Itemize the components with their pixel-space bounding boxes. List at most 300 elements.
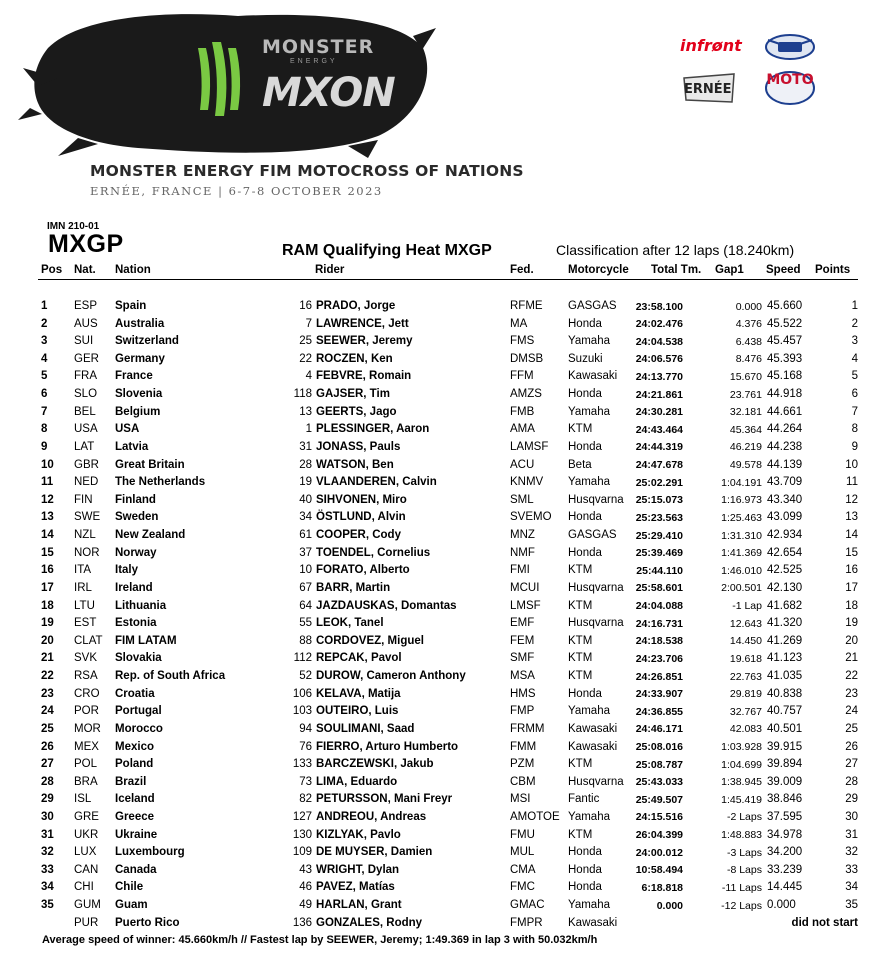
row-nation: New Zealand: [115, 529, 186, 542]
row-gap: 29.819: [729, 688, 762, 701]
table-row: [0, 316, 884, 334]
row-gap: 45.364: [729, 423, 762, 436]
row-total-time: 25:23.563: [635, 511, 683, 524]
row-position: 27: [41, 758, 54, 771]
row-rider-number: 22: [299, 352, 312, 365]
row-position: 17: [41, 581, 54, 594]
row-position: 24: [41, 705, 54, 718]
row-position: 31: [41, 828, 54, 841]
row-rider-number: 31: [299, 440, 312, 453]
row-nat-code: UKR: [74, 828, 99, 841]
row-motorcycle: Honda: [568, 687, 602, 700]
row-rider-name: DE MUYSER, Damien: [316, 846, 433, 859]
column-header-nation: Nation: [115, 264, 151, 276]
row-points: 16: [845, 564, 858, 577]
row-position: 11: [41, 476, 54, 489]
table-row: [0, 703, 884, 721]
row-points: 26: [845, 740, 858, 753]
row-federation: FFM: [510, 370, 534, 383]
row-speed: 41.123: [767, 652, 803, 665]
row-gap: 6.438: [735, 335, 762, 348]
row-rider-name: DUROW, Cameron Anthony: [316, 670, 466, 683]
row-speed: 39.009: [767, 775, 803, 788]
row-nat-code: FIN: [74, 493, 93, 506]
row-total-time: 26:04.399: [635, 829, 683, 842]
row-total-time: 24:02.476: [635, 318, 683, 331]
row-rider-name: PAVEZ, Matías: [316, 881, 395, 894]
row-nat-code: NOR: [74, 546, 100, 559]
row-nat-code: NED: [74, 476, 99, 489]
row-rider-number: 67: [299, 581, 312, 594]
row-nat-code: GUM: [74, 899, 101, 912]
row-rider-name: WRIGHT, Dylan: [316, 863, 400, 876]
row-rider-number: 88: [299, 634, 312, 647]
row-federation: FMS: [510, 335, 535, 348]
footer-summary: Average speed of winner: 45.660km/h // Fastest lap by SEEWER, Jeremy; 1:49.369 in lap 3 with 50.032km/h: [42, 934, 598, 946]
row-federation: AMA: [510, 423, 535, 436]
row-federation: LAMSF: [510, 440, 549, 453]
fim-logo-icon: [764, 32, 816, 62]
row-total-time: 24:16.731: [635, 617, 683, 630]
row-points: 28: [845, 775, 858, 788]
row-rider-name: REPCAK, Pavol: [316, 652, 402, 665]
row-rider-number: 112: [293, 652, 312, 665]
row-federation: MUL: [510, 846, 535, 859]
row-nation: Croatia: [115, 687, 155, 700]
row-nat-code: ESP: [74, 300, 98, 312]
row-federation: MA: [510, 317, 528, 330]
row-speed: 34.200: [767, 846, 803, 859]
row-federation: EMF: [510, 617, 535, 630]
row-points: 3: [851, 335, 858, 348]
row-federation: FMP: [510, 705, 535, 718]
row-nation: Estonia: [115, 617, 157, 630]
row-motorcycle: Yamaha: [568, 405, 610, 418]
row-rider-number: 82: [299, 793, 312, 806]
row-rider-number: 4: [305, 370, 312, 383]
row-gap: 4.376: [735, 318, 762, 331]
row-rider-name: CORDOVEZ, Miguel: [316, 634, 424, 647]
row-points: 15: [845, 546, 858, 559]
table-row: [0, 509, 884, 527]
row-federation: AMOTOE: [510, 810, 560, 823]
table-row: [0, 527, 884, 545]
row-gap: 1:46.010: [721, 564, 762, 577]
row-rider-number: 130: [292, 828, 312, 841]
row-points: 1: [851, 300, 858, 312]
row-nat-code: NZL: [74, 529, 96, 542]
row-speed: 41.269: [767, 634, 803, 647]
column-header-pos: Pos: [41, 264, 63, 276]
row-nat-code: CRO: [74, 687, 100, 700]
row-nation: Ukraine: [115, 828, 158, 841]
row-nation: Switzerland: [115, 335, 179, 348]
row-federation: GMAC: [510, 899, 545, 912]
row-position: 30: [41, 810, 54, 823]
table-row: [0, 439, 884, 457]
column-header-points: Points: [815, 264, 851, 276]
row-rider-name: PRADO, Jorge: [316, 300, 396, 312]
row-total-time: 24:04.088: [635, 600, 683, 613]
row-rider-number: 76: [299, 740, 312, 753]
row-speed: 41.320: [767, 617, 803, 630]
monster-claw-icon: [198, 42, 240, 116]
row-points: 6: [851, 388, 858, 401]
row-nat-code: SWE: [74, 511, 101, 524]
row-rider-name: KIZLYAK, Pavlo: [316, 828, 401, 841]
row-nation: Norway: [115, 546, 157, 559]
row-gap: 22.763: [729, 670, 762, 683]
row-rider-number: 55: [299, 617, 312, 630]
table-row: [0, 545, 884, 563]
column-header-speed: Speed: [766, 264, 801, 276]
row-rider-name: SEEWER, Jeremy: [316, 335, 413, 348]
row-nat-code: AUS: [74, 317, 98, 330]
row-position: 16: [41, 564, 54, 577]
row-position: 23: [41, 687, 54, 700]
row-nat-code: PUR: [74, 916, 99, 929]
row-nation: USA: [115, 423, 140, 436]
infront-logo: infrønt: [680, 36, 742, 55]
row-nation: Sweden: [115, 511, 159, 524]
row-rider-number: 37: [299, 546, 312, 559]
row-nation: Portugal: [115, 705, 162, 718]
row-points: 10: [845, 458, 858, 471]
table-header: [38, 263, 858, 280]
row-total-time: 24:36.855: [635, 705, 683, 718]
row-nat-code: ISL: [74, 793, 92, 806]
row-rider-name: GEERTS, Jago: [316, 405, 397, 418]
row-motorcycle: GASGAS: [568, 529, 617, 542]
row-speed: 44.264: [767, 423, 803, 436]
row-federation: FRMM: [510, 722, 545, 735]
race-title: RAM Qualifying Heat MXGP: [282, 242, 492, 259]
row-speed: 14.445: [767, 881, 803, 894]
row-speed: 45.393: [767, 352, 803, 365]
row-total-time: 6:18.818: [641, 881, 683, 894]
row-total-time: 24:33.907: [635, 688, 683, 701]
row-gap: 1:16.973: [721, 494, 762, 507]
row-gap: 1:25.463: [721, 511, 762, 524]
row-federation: CMA: [510, 863, 536, 876]
row-rider-name: FEBVRE, Romain: [316, 370, 412, 383]
row-speed: 37.595: [767, 810, 803, 823]
table-row: [0, 598, 884, 616]
row-nation: Germany: [115, 352, 165, 365]
row-position: 8: [41, 423, 48, 436]
row-nation: Slovenia: [115, 388, 163, 401]
row-rider-name: WATSON, Ben: [316, 458, 394, 471]
row-rider-number: 73: [299, 775, 312, 788]
row-points: 35: [845, 899, 858, 912]
row-federation: ACU: [510, 458, 535, 471]
row-federation: PZM: [510, 758, 535, 771]
row-motorcycle: KTM: [568, 652, 593, 665]
row-rider-number: 46: [299, 881, 312, 894]
row-rider-name: FIERRO, Arturo Humberto: [316, 740, 459, 753]
table-row: [0, 298, 884, 316]
row-points: 18: [845, 599, 858, 612]
row-federation: KNMV: [510, 476, 544, 489]
row-rider-name: LIMA, Eduardo: [316, 775, 398, 788]
mxon-brand-text: MXON: [262, 70, 395, 116]
row-points: 14: [845, 529, 858, 542]
row-rider-name: LAWRENCE, Jett: [316, 317, 409, 330]
row-nation: Canada: [115, 863, 157, 876]
row-rider-name: JONASS, Pauls: [316, 440, 401, 453]
row-points: 13: [845, 511, 858, 524]
row-points: 31: [845, 828, 858, 841]
table-row: [0, 421, 884, 439]
row-gap: -12 Laps: [721, 899, 762, 912]
row-gap: 1:03.928: [721, 741, 762, 753]
row-position: 3: [41, 335, 48, 348]
row-nation: Italy: [115, 564, 139, 577]
row-motorcycle: KTM: [568, 758, 593, 771]
row-rider-name: COOPER, Cody: [316, 529, 401, 542]
row-rider-number: 16: [299, 300, 312, 312]
row-rider-number: 10: [299, 564, 312, 577]
row-total-time: 25:58.601: [635, 582, 683, 595]
row-position: 14: [41, 529, 54, 542]
row-nation: Latvia: [115, 440, 149, 453]
row-nation: Australia: [115, 317, 165, 330]
row-total-time: 24:26.851: [635, 670, 683, 683]
row-nat-code: USA: [74, 423, 98, 436]
row-speed: 34.978: [767, 828, 803, 841]
table-row: [0, 650, 884, 668]
row-gap: 1:04.699: [721, 758, 762, 771]
row-gap: 15.670: [729, 370, 762, 383]
row-rider-number: 109: [292, 846, 312, 859]
row-gap: 32.181: [729, 406, 762, 419]
row-motorcycle: Fantic: [568, 793, 600, 806]
table-row: [0, 862, 884, 880]
row-points: 2: [851, 317, 858, 330]
column-header-motorcycle: Motorcycle: [568, 264, 629, 276]
row-rider-name: GONZALES, Rodny: [316, 916, 423, 929]
column-header-gap: Gap1: [715, 264, 744, 276]
row-nat-code: SLO: [74, 388, 98, 401]
row-total-time: 25:39.469: [635, 547, 683, 560]
row-rider-name: ANDREOU, Andreas: [316, 810, 427, 823]
row-points: 19: [845, 617, 858, 630]
row-nat-code: ITA: [74, 564, 92, 577]
class-name: MXGP: [48, 230, 124, 258]
row-position: 15: [41, 546, 54, 559]
row-rider-name: KELAVA, Matija: [316, 687, 401, 700]
row-federation: HMS: [510, 687, 536, 700]
row-federation: FMM: [510, 740, 537, 753]
row-speed: 40.501: [767, 722, 803, 735]
row-rider-number: 106: [292, 687, 312, 700]
row-nat-code: MEX: [74, 740, 99, 753]
row-rider-name: VLAANDEREN, Calvin: [316, 476, 437, 489]
row-rider-number: 28: [299, 458, 312, 471]
row-gap: 32.767: [729, 705, 762, 718]
row-position: 6: [41, 388, 48, 401]
row-nation: The Netherlands: [115, 476, 206, 489]
row-nation: Iceland: [115, 793, 155, 806]
row-total-time: 24:46.171: [635, 723, 683, 736]
row-gap: 12.643: [729, 617, 762, 630]
row-motorcycle: KTM: [568, 423, 593, 436]
row-points: 11: [846, 476, 858, 489]
row-nat-code: LTU: [74, 599, 95, 612]
row-total-time: 24:00.012: [635, 846, 683, 859]
row-federation: LMSF: [510, 599, 541, 612]
table-row: [0, 756, 884, 774]
event-title: MONSTER ENERGY FIM MOTOCROSS OF NATIONS: [90, 162, 524, 180]
row-speed: 43.099: [767, 511, 803, 524]
row-speed: 45.168: [767, 370, 803, 383]
row-speed: 44.238: [767, 440, 803, 453]
row-nation: Greece: [115, 810, 155, 823]
row-federation: SVEMO: [510, 511, 552, 524]
row-nat-code: POL: [74, 758, 98, 771]
row-motorcycle: Husqvarna: [568, 617, 624, 630]
row-position: 1: [41, 300, 48, 312]
row-rider-number: 25: [299, 335, 312, 348]
row-nat-code: GER: [74, 352, 99, 365]
row-rider-name: JAZDAUSKAS, Domantas: [316, 599, 457, 612]
row-federation: FMPR: [510, 916, 543, 929]
row-gap: 1:04.191: [721, 476, 762, 489]
row-speed: 41.682: [767, 599, 803, 612]
table-row: [0, 774, 884, 792]
table-row: [0, 615, 884, 633]
row-rider-number: 103: [292, 705, 312, 718]
row-nation: Finland: [115, 493, 156, 506]
row-motorcycle: Honda: [568, 388, 602, 401]
row-position: 26: [41, 740, 54, 753]
row-rider-number: 52: [299, 670, 312, 683]
row-nat-code: CHI: [74, 881, 94, 894]
row-speed: 43.340: [767, 493, 803, 506]
row-speed: 42.654: [767, 546, 803, 559]
row-points: 24: [845, 705, 858, 718]
row-motorcycle: Yamaha: [568, 476, 610, 489]
row-gap: 23.761: [729, 388, 762, 401]
row-speed: 45.457: [767, 335, 803, 348]
row-nat-code: CAN: [74, 863, 99, 876]
row-gap: 42.083: [729, 723, 762, 736]
row-points: 7: [851, 405, 858, 418]
row-nation: Chile: [115, 881, 144, 894]
row-speed: 0.000: [767, 899, 796, 912]
row-points: 33: [845, 863, 858, 876]
row-motorcycle: Yamaha: [568, 335, 610, 348]
row-gap: 1:48.883: [721, 829, 762, 842]
row-federation: MCUI: [510, 581, 540, 594]
row-speed: 44.918: [767, 388, 803, 401]
row-points: 17: [845, 581, 858, 594]
row-speed: 45.522: [767, 317, 803, 330]
row-motorcycle: Beta: [568, 458, 592, 471]
row-rider-name: BARCZEWSKI, Jakub: [316, 758, 434, 771]
table-row: [0, 879, 884, 897]
table-row: [0, 404, 884, 422]
row-federation: MNZ: [510, 529, 535, 542]
row-rider-number: 118: [293, 388, 312, 401]
row-speed: 38.846: [767, 793, 803, 806]
row-motorcycle: Honda: [568, 546, 602, 559]
row-total-time: 24:06.576: [635, 353, 683, 366]
row-total-time: 24:15.516: [635, 811, 683, 824]
column-header-fed: Fed.: [510, 264, 534, 276]
row-gap: 1:41.369: [721, 547, 762, 560]
row-total-time: 24:30.281: [635, 406, 683, 419]
row-rider-name: GAJSER, Tim: [316, 388, 390, 401]
row-nation: Brazil: [115, 775, 147, 788]
row-points: 20: [845, 634, 858, 647]
row-rider-number: 94: [299, 722, 312, 735]
row-federation: FEM: [510, 634, 535, 647]
row-rider-number: 127: [292, 810, 312, 823]
row-nat-code: EST: [74, 617, 97, 630]
row-position: 10: [41, 458, 54, 471]
row-points: 29: [845, 793, 858, 806]
row-total-time: 24:13.770: [635, 370, 683, 383]
row-federation: FMI: [510, 564, 530, 577]
table-row: [0, 791, 884, 809]
laps-info: Classification after 12 laps (18.240km): [556, 242, 795, 258]
row-motorcycle: Husqvarna: [568, 581, 624, 594]
row-nat-code: IRL: [74, 581, 92, 594]
row-total-time: 0.000: [656, 899, 683, 912]
row-total-time: 23:58.100: [635, 300, 683, 313]
row-nat-code: RSA: [74, 670, 98, 683]
row-nat-code: MOR: [74, 722, 101, 735]
row-rider-number: 61: [299, 529, 312, 542]
row-gap: 49.578: [729, 459, 762, 472]
row-position: 4: [41, 352, 48, 365]
column-header-rider: Rider: [315, 264, 345, 276]
row-federation: FMC: [510, 881, 535, 894]
row-total-time: 25:08.787: [635, 758, 683, 771]
table-row: [0, 580, 884, 598]
row-motorcycle: Honda: [568, 440, 602, 453]
row-rider-number: 34: [299, 511, 312, 524]
table-row: [0, 809, 884, 827]
row-federation: DMSB: [510, 352, 544, 365]
row-nat-code: GRE: [74, 810, 99, 823]
row-nation: Spain: [115, 300, 147, 312]
row-position: 22: [41, 670, 54, 683]
row-position: 7: [41, 405, 48, 418]
table-row: [0, 721, 884, 739]
row-nation: Guam: [115, 899, 148, 912]
row-federation: NMF: [510, 546, 535, 559]
row-nat-code: SVK: [74, 652, 98, 665]
row-total-time: 24:47.678: [635, 459, 683, 472]
row-speed: 42.130: [767, 581, 803, 594]
row-motorcycle: Kawasaki: [568, 916, 618, 929]
row-motorcycle: Honda: [568, 846, 602, 859]
table-row: [0, 633, 884, 651]
row-nation: Ireland: [115, 581, 153, 594]
row-federation: CBM: [510, 775, 536, 788]
row-speed: 41.035: [767, 670, 803, 683]
column-header-total-time: Total Tm.: [651, 264, 702, 276]
row-speed: 44.661: [767, 405, 803, 418]
table-row: [0, 827, 884, 845]
row-motorcycle: KTM: [568, 634, 593, 647]
row-motorcycle: Husqvarna: [568, 775, 624, 788]
row-nation: Slovakia: [115, 652, 162, 665]
row-position: 35: [41, 899, 54, 912]
table-row: [0, 333, 884, 351]
